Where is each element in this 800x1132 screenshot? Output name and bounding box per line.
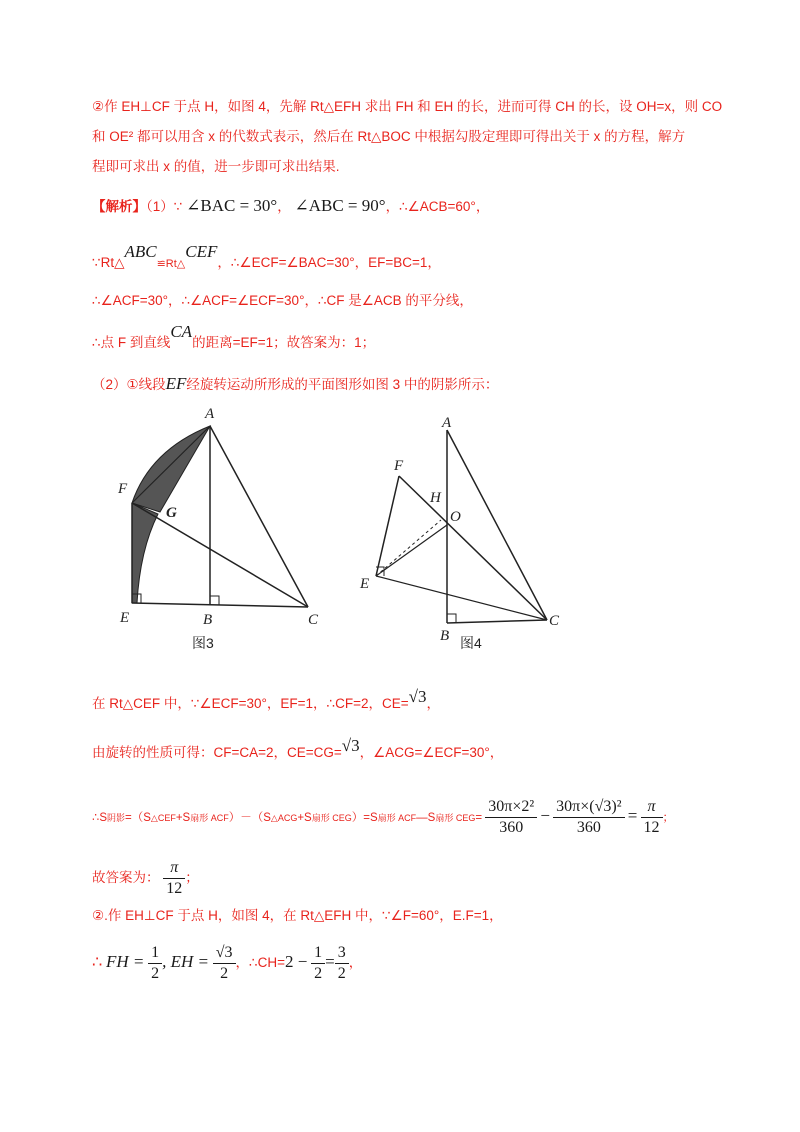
text: 2: [151, 964, 160, 982]
fig3-shaded-region-1: [132, 426, 210, 512]
text: —S: [416, 812, 436, 824]
text: △CEF: [150, 813, 176, 823]
text: ∴点 F 到直线: [92, 335, 171, 350]
text: 在 Rt△CEF 中，∵∠ECF=30°，EF=1，∴CF=2，CE=: [92, 696, 409, 711]
text: 30π×2²: [485, 797, 537, 818]
calc-line-5: ②.作 EH⊥CF 于点 H，如图 4，在 Rt△EFH 中，∵∠F=60°，E.F=1，: [92, 908, 503, 923]
text: 2 −: [285, 952, 308, 971]
text: 3: [335, 943, 349, 964]
text: 360: [576, 819, 601, 837]
text: 12: [166, 879, 183, 897]
fraction-ch: [335, 943, 349, 984]
hint-line-1: ②作 EH⊥CF 于点 H，如图 4，先解 Rt△EFH 求出 FH 和 EH 的长，进而可得 CH 的长，设 OH=x，则 CO: [92, 99, 723, 114]
text: （1）∵: [146, 199, 183, 214]
fraction-eh: [213, 943, 236, 984]
fig4-label-c: C: [549, 613, 560, 629]
text: △ACG: [270, 813, 298, 823]
fraction-3: [641, 797, 663, 838]
text: FH =: [105, 952, 145, 971]
text: +S: [175, 812, 191, 824]
fig4-label-h: H: [430, 490, 441, 506]
text: 经旋转运动所形成的平面图形如图 3 中的阴影所示：: [186, 377, 499, 392]
text: =: [627, 806, 638, 825]
text: √3: [213, 943, 236, 964]
text: （2）①线段: [92, 377, 166, 392]
text: =: [325, 952, 335, 971]
text: 扇形 ACF: [190, 813, 229, 823]
text: −: [540, 806, 550, 825]
text: , EH =: [162, 952, 209, 971]
text: 1: [148, 943, 162, 964]
solution-line-4: [92, 322, 376, 353]
text: π: [641, 797, 663, 818]
text: 2: [314, 964, 323, 982]
text: 扇形 CEG: [311, 813, 352, 823]
text: ∴S: [92, 812, 107, 824]
text: ，∴∠ECF=∠BAC=30°，EF=BC=1，: [217, 255, 441, 270]
text: ∵Rt△: [92, 255, 125, 270]
math-sqrt3: √3: [408, 687, 427, 706]
fig4-caption: 图4: [460, 635, 482, 651]
calc-line-1: 在 Rt△CEF 中，∵∠ECF=30°，EF=1，∴CF=2，CE=√3，: [92, 687, 440, 711]
math-angle-bac: ∠BAC = 30°: [186, 196, 278, 215]
solution-line-2: [92, 242, 441, 274]
text: 阴影: [107, 813, 126, 823]
text: 1: [311, 943, 325, 964]
solution-line-5: [92, 374, 498, 395]
calc-line-3: [92, 794, 674, 840]
text: 的距离=EF=1；故答案为：1；: [192, 335, 376, 350]
text: ≌Rt△: [156, 258, 186, 270]
solution-line-3: ∴∠ACF=30°，∴∠ACF=∠ECF=30°，∴CF 是∠ACB 的平分线，: [92, 293, 473, 308]
fig3-label-g: G: [166, 505, 177, 521]
fig3-label-a: A: [205, 406, 215, 422]
hint-line-2: 和 OE² 都可以用含 x 的代数式表示，然后在 Rt△BOC 中根据勾股定理即可得出关于 x 的方程，解方: [92, 129, 686, 144]
calc-line-2: [92, 736, 504, 763]
math-angle-abc: ∠ABC = 90°: [294, 196, 386, 215]
fig3-label-e: E: [120, 610, 130, 626]
math-cef: CEF: [185, 242, 218, 261]
solution-line-1: 【解析】（1）∵ ∠BAC = 30°， ∠ABC = 90°，∴∠ACB=60°，: [92, 196, 490, 215]
text: =: [475, 812, 483, 824]
fig4-label-f: F: [394, 458, 404, 474]
text: 由旋转的性质可得：CF=CA=2，CE=CG=: [92, 745, 342, 760]
text: 360: [499, 819, 524, 837]
text: 30π×(√3)²: [553, 797, 624, 818]
fraction-half: [311, 943, 325, 984]
hint-line-3: 程即可求出 x 的值，进一步即可求出结果.: [92, 159, 340, 174]
figure-4: [352, 410, 582, 660]
text: ）－（S: [228, 812, 271, 824]
text: ；: [185, 870, 199, 885]
calc-line-6: [92, 940, 362, 985]
text: ∴: [92, 954, 103, 971]
fraction-fh: [148, 943, 162, 984]
fraction-2: [553, 797, 624, 838]
fig4-label-e: E: [360, 576, 370, 592]
text: 2: [220, 964, 229, 982]
fig3-label-c: C: [308, 612, 319, 628]
text: ）=S: [351, 812, 378, 824]
math-sqrt3: √3: [341, 736, 360, 755]
fig4-label-o: O: [450, 509, 461, 525]
fig3-caption: 图3: [192, 635, 214, 651]
text: 故答案为：: [92, 870, 160, 885]
fraction-1: [485, 797, 537, 838]
figure-3: [110, 400, 330, 660]
text: =（S: [125, 812, 151, 824]
text: 2: [337, 964, 346, 982]
solution-tag: 【解析】: [92, 199, 146, 214]
text: π: [163, 858, 185, 879]
text: 12: [643, 819, 660, 837]
text: 扇形 ACF: [377, 813, 417, 823]
text: ，∠ACG=∠ECF=30°，: [359, 745, 504, 760]
fig4-label-a: A: [442, 415, 452, 431]
fig3-label-f: F: [118, 481, 128, 497]
text: ，: [348, 955, 363, 970]
text: 扇形 CEG: [435, 813, 476, 823]
text: ，∴CH=: [235, 955, 286, 970]
math-ca: CA: [170, 322, 193, 341]
answer-line: [92, 856, 199, 900]
math-ef: EF: [165, 374, 187, 393]
math-abc: ABC: [124, 242, 157, 261]
answer-fraction: [163, 858, 185, 899]
fig4-label-b: B: [440, 628, 450, 644]
text: +S: [297, 812, 312, 824]
fig3-shaded-region-2: [132, 503, 158, 603]
text: ；: [662, 812, 675, 824]
fig3-label-b: B: [203, 612, 213, 628]
text: ，∴∠ACB=60°，: [385, 199, 490, 214]
